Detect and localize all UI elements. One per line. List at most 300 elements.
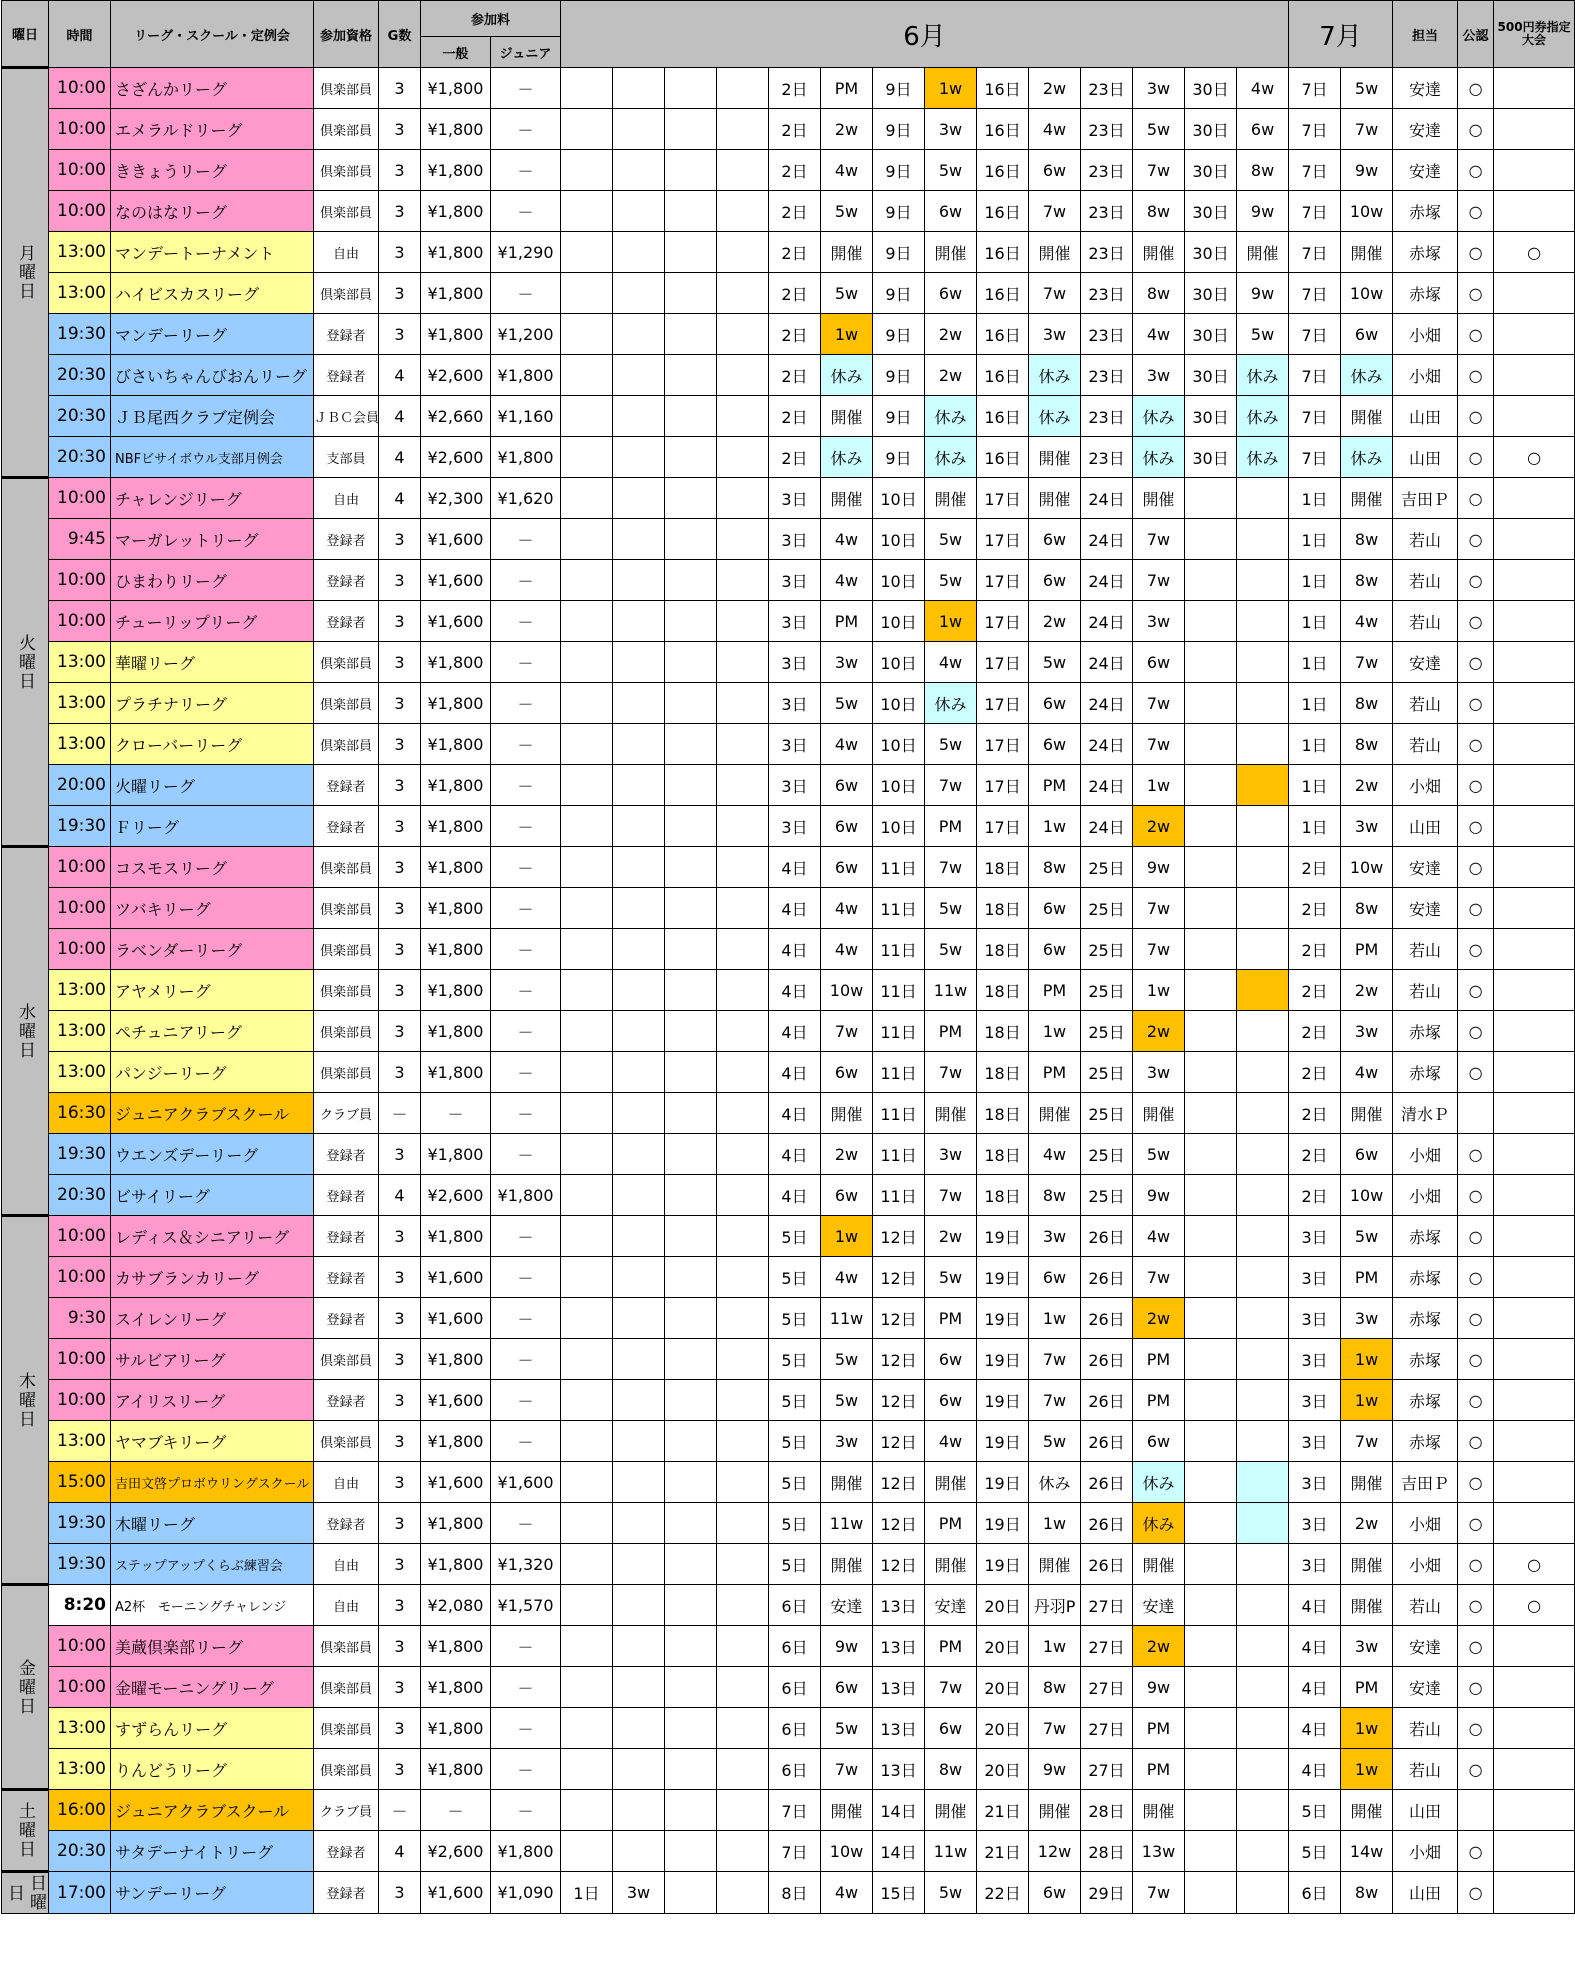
schedule-cell xyxy=(717,1134,769,1175)
schedule-cell: 開催 xyxy=(925,1790,977,1831)
schedule-cell: 3日 xyxy=(1289,1339,1341,1380)
fee-general-cell: ¥2,600 xyxy=(421,1175,491,1216)
schedule-cell: 7w xyxy=(1133,560,1185,601)
schedule-cell xyxy=(1237,724,1289,765)
schedule-cell xyxy=(1185,847,1237,888)
time-cell: 20:00 xyxy=(49,765,111,806)
time-cell: 13:00 xyxy=(49,1708,111,1749)
schedule-cell xyxy=(1237,1749,1289,1790)
schedule-cell: 5w xyxy=(925,724,977,765)
schedule-cell: 30日 xyxy=(1185,437,1237,478)
schedule-cell: 開催 xyxy=(1133,232,1185,273)
schedule-cell xyxy=(717,1708,769,1749)
schedule-cell xyxy=(1237,683,1289,724)
coupon-mark xyxy=(1494,1503,1575,1544)
schedule-cell: 休み xyxy=(925,396,977,437)
league-row xyxy=(2,314,1575,355)
schedule-cell xyxy=(1185,1790,1237,1831)
games-cell: 3 xyxy=(379,1626,421,1667)
fee-general-cell: ¥1,800 xyxy=(421,109,491,150)
fee-general-cell: ¥1,800 xyxy=(421,68,491,109)
staff-cell: 赤塚 xyxy=(1393,191,1458,232)
schedule-cell: 30日 xyxy=(1185,68,1237,109)
schedule-cell: 8w xyxy=(1341,888,1393,929)
schedule-cell: 11日 xyxy=(873,970,925,1011)
schedule-cell xyxy=(1185,1708,1237,1749)
fee-junior-cell: － xyxy=(491,519,561,560)
official-mark: ○ xyxy=(1458,1421,1494,1462)
league-name: 吉田文啓プロボウリングスクール xyxy=(111,1462,314,1503)
schedule-cell: 6日 xyxy=(769,1708,821,1749)
league-row xyxy=(2,1175,1575,1216)
schedule-cell: 4日 xyxy=(769,970,821,1011)
schedule-cell: 開催 xyxy=(925,1462,977,1503)
eligibility-cell: 登録者 xyxy=(314,1134,379,1175)
schedule-cell: 7日 xyxy=(1289,68,1341,109)
schedule-cell: 9日 xyxy=(873,68,925,109)
schedule-cell xyxy=(1185,601,1237,642)
schedule-cell: 16日 xyxy=(977,150,1029,191)
schedule-cell xyxy=(561,683,613,724)
coupon-mark xyxy=(1494,1831,1575,1872)
schedule-cell xyxy=(665,519,717,560)
fee-general-cell: ¥1,800 xyxy=(421,1339,491,1380)
eligibility-cell: 自由 xyxy=(314,478,379,519)
schedule-cell: 21日 xyxy=(977,1790,1029,1831)
schedule-cell: 12日 xyxy=(873,1503,925,1544)
schedule-cell: 2w xyxy=(1341,970,1393,1011)
fee-general-cell: ¥1,800 xyxy=(421,1667,491,1708)
schedule-cell xyxy=(665,1544,717,1585)
coupon-mark xyxy=(1494,1052,1575,1093)
fee-junior-cell: － xyxy=(491,724,561,765)
schedule-cell: 30日 xyxy=(1185,150,1237,191)
schedule-cell: 26日 xyxy=(1081,1216,1133,1257)
schedule-cell: 18日 xyxy=(977,1175,1029,1216)
schedule-cell xyxy=(1185,806,1237,847)
schedule-cell xyxy=(1237,560,1289,601)
schedule-cell: 2日 xyxy=(1289,929,1341,970)
schedule-cell: 7w xyxy=(1133,888,1185,929)
schedule-cell: 2日 xyxy=(1289,970,1341,1011)
schedule-cell xyxy=(717,1093,769,1134)
schedule-cell: 24日 xyxy=(1081,519,1133,560)
schedule-cell: 17日 xyxy=(977,806,1029,847)
schedule-cell xyxy=(665,437,717,478)
schedule-cell xyxy=(561,314,613,355)
schedule-cell: 開催 xyxy=(1133,1790,1185,1831)
schedule-cell: 10日 xyxy=(873,806,925,847)
schedule-cell xyxy=(561,1831,613,1872)
games-cell: 3 xyxy=(379,1708,421,1749)
time-cell: 20:30 xyxy=(49,1831,111,1872)
official-mark: ○ xyxy=(1458,191,1494,232)
schedule-cell: 休み xyxy=(1133,1503,1185,1544)
schedule-cell xyxy=(665,1708,717,1749)
staff-cell: 若山 xyxy=(1393,683,1458,724)
schedule-cell: 5w xyxy=(821,1380,873,1421)
schedule-cell xyxy=(613,1011,665,1052)
schedule-cell: 1日 xyxy=(1289,683,1341,724)
schedule-cell: 10日 xyxy=(873,601,925,642)
fee-junior-cell: － xyxy=(491,1216,561,1257)
schedule-cell xyxy=(561,929,613,970)
schedule-cell: 3日 xyxy=(1289,1503,1341,1544)
schedule-cell: 9w xyxy=(1237,191,1289,232)
league-row xyxy=(2,1831,1575,1872)
eligibility-cell: 登録者 xyxy=(314,314,379,355)
schedule-cell xyxy=(665,1175,717,1216)
fee-general-cell: ¥1,800 xyxy=(421,642,491,683)
schedule-cell xyxy=(1237,1216,1289,1257)
league-name: ジュニアクラブスクール xyxy=(111,1093,314,1134)
schedule-cell xyxy=(561,765,613,806)
schedule-cell: 7w xyxy=(1133,683,1185,724)
schedule-cell xyxy=(1185,1093,1237,1134)
league-name: ラベンダーリーグ xyxy=(111,929,314,970)
league-row xyxy=(2,1626,1575,1667)
schedule-cell: PM xyxy=(1133,1749,1185,1790)
schedule-cell: 休み xyxy=(821,355,873,396)
schedule-cell xyxy=(1237,1093,1289,1134)
schedule-cell xyxy=(665,1749,717,1790)
schedule-cell: 11w xyxy=(821,1503,873,1544)
schedule-cell: 28日 xyxy=(1081,1831,1133,1872)
league-row xyxy=(2,1585,1575,1626)
time-cell: 10:00 xyxy=(49,601,111,642)
official-mark: ○ xyxy=(1458,519,1494,560)
schedule-cell xyxy=(665,109,717,150)
schedule-cell: 7w xyxy=(1029,191,1081,232)
schedule-cell: 5w xyxy=(821,273,873,314)
schedule-cell xyxy=(717,765,769,806)
fee-junior-cell: － xyxy=(491,1134,561,1175)
schedule-cell xyxy=(665,1667,717,1708)
schedule-cell: 5w xyxy=(925,929,977,970)
schedule-cell xyxy=(1185,1175,1237,1216)
fee-junior-cell: ¥1,570 xyxy=(491,1585,561,1626)
header-league: リーグ・スクール・定例会 xyxy=(111,1,314,68)
fee-junior-cell: － xyxy=(491,1011,561,1052)
schedule-cell: 4w xyxy=(821,560,873,601)
schedule-cell xyxy=(613,724,665,765)
schedule-cell xyxy=(717,519,769,560)
staff-cell: 山田 xyxy=(1393,1790,1458,1831)
schedule-cell: 12日 xyxy=(873,1339,925,1380)
schedule-cell: 21日 xyxy=(977,1831,1029,1872)
staff-cell: 若山 xyxy=(1393,560,1458,601)
schedule-cell: 3日 xyxy=(769,560,821,601)
schedule-cell: 16日 xyxy=(977,191,1029,232)
schedule-cell: 17日 xyxy=(977,560,1029,601)
fee-general-cell: ¥1,600 xyxy=(421,1298,491,1339)
eligibility-cell: 倶楽部員 xyxy=(314,1011,379,1052)
schedule-cell xyxy=(665,191,717,232)
schedule-cell: 7w xyxy=(1029,1708,1081,1749)
schedule-cell: 4w xyxy=(925,1421,977,1462)
league-name: エメラルドリーグ xyxy=(111,109,314,150)
schedule-cell: 26日 xyxy=(1081,1421,1133,1462)
schedule-cell: 2日 xyxy=(769,437,821,478)
schedule-cell: 16日 xyxy=(977,109,1029,150)
schedule-cell: 5w xyxy=(1029,642,1081,683)
schedule-cell xyxy=(561,724,613,765)
schedule-cell xyxy=(665,1216,717,1257)
schedule-cell: 17日 xyxy=(977,724,1029,765)
schedule-cell: 5w xyxy=(821,191,873,232)
coupon-mark xyxy=(1494,273,1575,314)
schedule-cell: 開催 xyxy=(1133,1093,1185,1134)
coupon-mark xyxy=(1494,1626,1575,1667)
staff-cell: 小畑 xyxy=(1393,1134,1458,1175)
schedule-cell: 7w xyxy=(1133,724,1185,765)
official-mark: ○ xyxy=(1458,232,1494,273)
eligibility-cell: 登録者 xyxy=(314,560,379,601)
schedule-cell: 1w xyxy=(1133,970,1185,1011)
league-name: サタデーナイトリーグ xyxy=(111,1831,314,1872)
league-name: ステップアップくらぶ練習会 xyxy=(111,1544,314,1585)
schedule-cell: 3日 xyxy=(769,601,821,642)
schedule-cell: 開催 xyxy=(1237,232,1289,273)
schedule-cell xyxy=(665,929,717,970)
schedule-cell: 6w xyxy=(821,1667,873,1708)
time-cell: 13:00 xyxy=(49,1421,111,1462)
schedule-cell: 開催 xyxy=(1341,1790,1393,1831)
schedule-cell: 22日 xyxy=(977,1872,1029,1914)
fee-general-cell: ¥1,800 xyxy=(421,847,491,888)
schedule-cell: 7日 xyxy=(1289,314,1341,355)
schedule-cell xyxy=(613,888,665,929)
schedule-cell xyxy=(717,1380,769,1421)
schedule-cell xyxy=(613,1503,665,1544)
schedule-cell: 4日 xyxy=(1289,1585,1341,1626)
schedule-cell: 休み xyxy=(1029,355,1081,396)
schedule-cell xyxy=(1185,1052,1237,1093)
fee-junior-cell: － xyxy=(491,1503,561,1544)
fee-general-cell: ¥1,800 xyxy=(421,1216,491,1257)
schedule-cell xyxy=(561,1298,613,1339)
fee-general-cell: ¥2,600 xyxy=(421,355,491,396)
schedule-cell: 2w xyxy=(925,314,977,355)
schedule-cell: 12日 xyxy=(873,1380,925,1421)
schedule-cell: 5w xyxy=(1029,1421,1081,1462)
schedule-cell: 2日 xyxy=(769,150,821,191)
eligibility-cell: ＪＢＣ会員 xyxy=(314,396,379,437)
schedule-cell: 2日 xyxy=(1289,888,1341,929)
schedule-cell xyxy=(561,109,613,150)
games-cell: 3 xyxy=(379,765,421,806)
schedule-cell: 3日 xyxy=(769,765,821,806)
fee-junior-cell: － xyxy=(491,888,561,929)
schedule-cell: 4w xyxy=(821,724,873,765)
schedule-cell: 7日 xyxy=(769,1790,821,1831)
schedule-cell xyxy=(717,273,769,314)
schedule-cell xyxy=(1185,888,1237,929)
schedule-cell: 24日 xyxy=(1081,806,1133,847)
schedule-cell: 開催 xyxy=(821,232,873,273)
schedule-cell: 5日 xyxy=(769,1257,821,1298)
schedule-cell: PM xyxy=(1029,1052,1081,1093)
schedule-cell: 11日 xyxy=(873,888,925,929)
fee-junior-cell: ¥1,800 xyxy=(491,1831,561,1872)
staff-cell: 若山 xyxy=(1393,1708,1458,1749)
schedule-cell: 開催 xyxy=(821,1790,873,1831)
schedule-cell: 7w xyxy=(1029,1380,1081,1421)
schedule-cell xyxy=(717,232,769,273)
coupon-mark xyxy=(1494,1749,1575,1790)
schedule-cell: 1w xyxy=(1341,1749,1393,1790)
schedule-cell xyxy=(613,109,665,150)
schedule-cell xyxy=(613,1544,665,1585)
official-mark: ○ xyxy=(1458,1708,1494,1749)
schedule-cell: 7w xyxy=(1133,1257,1185,1298)
league-name: ＪＢ尾西クラブ定例会 xyxy=(111,396,314,437)
schedule-cell: 2日 xyxy=(769,314,821,355)
schedule-cell xyxy=(1237,1052,1289,1093)
league-name: ききょうリーグ xyxy=(111,150,314,191)
games-cell: 3 xyxy=(379,724,421,765)
schedule-cell: 4日 xyxy=(1289,1749,1341,1790)
league-row xyxy=(2,683,1575,724)
official-mark: ○ xyxy=(1458,765,1494,806)
schedule-cell: 4日 xyxy=(769,888,821,929)
fee-junior-cell: － xyxy=(491,847,561,888)
schedule-cell: 開催 xyxy=(821,478,873,519)
fee-general-cell: ¥2,300 xyxy=(421,478,491,519)
schedule-cell: 1日 xyxy=(1289,765,1341,806)
time-cell: 13:00 xyxy=(49,1749,111,1790)
staff-cell: 若山 xyxy=(1393,519,1458,560)
time-cell: 19:30 xyxy=(49,1544,111,1585)
schedule-cell: 3w xyxy=(821,1421,873,1462)
fee-general-cell: ¥1,800 xyxy=(421,191,491,232)
schedule-cell: 9w xyxy=(1133,847,1185,888)
fee-general-cell: ¥1,800 xyxy=(421,232,491,273)
schedule-cell: 9w xyxy=(821,1626,873,1667)
schedule-cell xyxy=(613,1790,665,1831)
schedule-cell xyxy=(717,642,769,683)
time-cell: 10:00 xyxy=(49,1257,111,1298)
league-row xyxy=(2,765,1575,806)
schedule-cell: 1日 xyxy=(1289,806,1341,847)
schedule-cell: 4日 xyxy=(1289,1667,1341,1708)
staff-cell: 安達 xyxy=(1393,847,1458,888)
schedule-cell xyxy=(717,396,769,437)
fee-general-cell: ¥1,800 xyxy=(421,1749,491,1790)
coupon-mark: ○ xyxy=(1494,232,1575,273)
schedule-cell: 3w xyxy=(925,1134,977,1175)
official-mark: ○ xyxy=(1458,396,1494,437)
schedule-cell: 12日 xyxy=(873,1421,925,1462)
games-cell: 3 xyxy=(379,929,421,970)
schedule-cell xyxy=(561,1462,613,1503)
eligibility-cell: 登録者 xyxy=(314,1872,379,1914)
coupon-mark xyxy=(1494,1298,1575,1339)
league-row xyxy=(2,1421,1575,1462)
games-cell: 3 xyxy=(379,683,421,724)
schedule-cell xyxy=(717,1831,769,1872)
schedule-cell: 9w xyxy=(1341,150,1393,191)
official-mark xyxy=(1458,1790,1494,1831)
eligibility-cell: 登録者 xyxy=(314,601,379,642)
schedule-cell: 1日 xyxy=(561,1872,613,1914)
fee-junior-cell: － xyxy=(491,1749,561,1790)
eligibility-cell: 登録者 xyxy=(314,1175,379,1216)
games-cell: － xyxy=(379,1790,421,1831)
schedule-cell xyxy=(1237,1339,1289,1380)
schedule-cell xyxy=(665,1790,717,1831)
fee-junior-cell: ¥1,320 xyxy=(491,1544,561,1585)
fee-junior-cell: － xyxy=(491,765,561,806)
staff-cell: 山田 xyxy=(1393,806,1458,847)
schedule-cell: 開催 xyxy=(1341,232,1393,273)
schedule-cell xyxy=(665,724,717,765)
schedule-cell xyxy=(665,68,717,109)
league-row xyxy=(2,1544,1575,1585)
league-row xyxy=(2,888,1575,929)
schedule-cell xyxy=(717,191,769,232)
schedule-cell: 5w xyxy=(821,683,873,724)
schedule-cell: 1w xyxy=(1341,1339,1393,1380)
time-cell: 10:00 xyxy=(49,888,111,929)
schedule-cell: 13日 xyxy=(873,1667,925,1708)
schedule-cell: 8w xyxy=(1029,1667,1081,1708)
schedule-cell xyxy=(717,970,769,1011)
schedule-cell: 6w xyxy=(821,765,873,806)
day-label: 金曜日 xyxy=(2,1585,49,1790)
games-cell: 3 xyxy=(379,1011,421,1052)
league-name: ハイビスカスリーグ xyxy=(111,273,314,314)
schedule-cell xyxy=(613,560,665,601)
schedule-cell: 6w xyxy=(925,1708,977,1749)
eligibility-cell: 倶楽部員 xyxy=(314,1667,379,1708)
schedule-cell: 7日 xyxy=(769,1831,821,1872)
schedule-cell: 2日 xyxy=(769,396,821,437)
fee-general-cell: ¥2,600 xyxy=(421,1831,491,1872)
header-fee-junior: ジュニア xyxy=(491,37,561,68)
schedule-cell: 4日 xyxy=(1289,1626,1341,1667)
schedule-cell: 12日 xyxy=(873,1544,925,1585)
schedule-cell: 4日 xyxy=(1289,1708,1341,1749)
schedule-cell xyxy=(561,437,613,478)
schedule-cell xyxy=(1237,1872,1289,1914)
time-cell: 16:00 xyxy=(49,1790,111,1831)
schedule-cell: 4w xyxy=(925,642,977,683)
schedule-cell xyxy=(717,1585,769,1626)
schedule-cell xyxy=(613,1216,665,1257)
schedule-cell: 開催 xyxy=(821,1462,873,1503)
official-mark: ○ xyxy=(1458,355,1494,396)
schedule-cell xyxy=(665,1339,717,1380)
league-row xyxy=(2,1503,1575,1544)
fee-general-cell: ¥1,800 xyxy=(421,1503,491,1544)
games-cell: 3 xyxy=(379,1052,421,1093)
schedule-cell: 6w xyxy=(821,1052,873,1093)
staff-cell: 安達 xyxy=(1393,642,1458,683)
league-row xyxy=(2,1872,1575,1914)
schedule-cell: PM xyxy=(1133,1708,1185,1749)
games-cell: 3 xyxy=(379,232,421,273)
schedule-cell: 1w xyxy=(1029,1298,1081,1339)
header-eligibility: 参加資格 xyxy=(314,1,379,68)
staff-cell: 若山 xyxy=(1393,1585,1458,1626)
official-mark: ○ xyxy=(1458,1257,1494,1298)
schedule-cell xyxy=(561,1544,613,1585)
time-cell: 16:30 xyxy=(49,1093,111,1134)
schedule-cell: 7w xyxy=(821,1749,873,1790)
schedule-cell: 1w xyxy=(821,314,873,355)
schedule-cell: 5日 xyxy=(769,1216,821,1257)
